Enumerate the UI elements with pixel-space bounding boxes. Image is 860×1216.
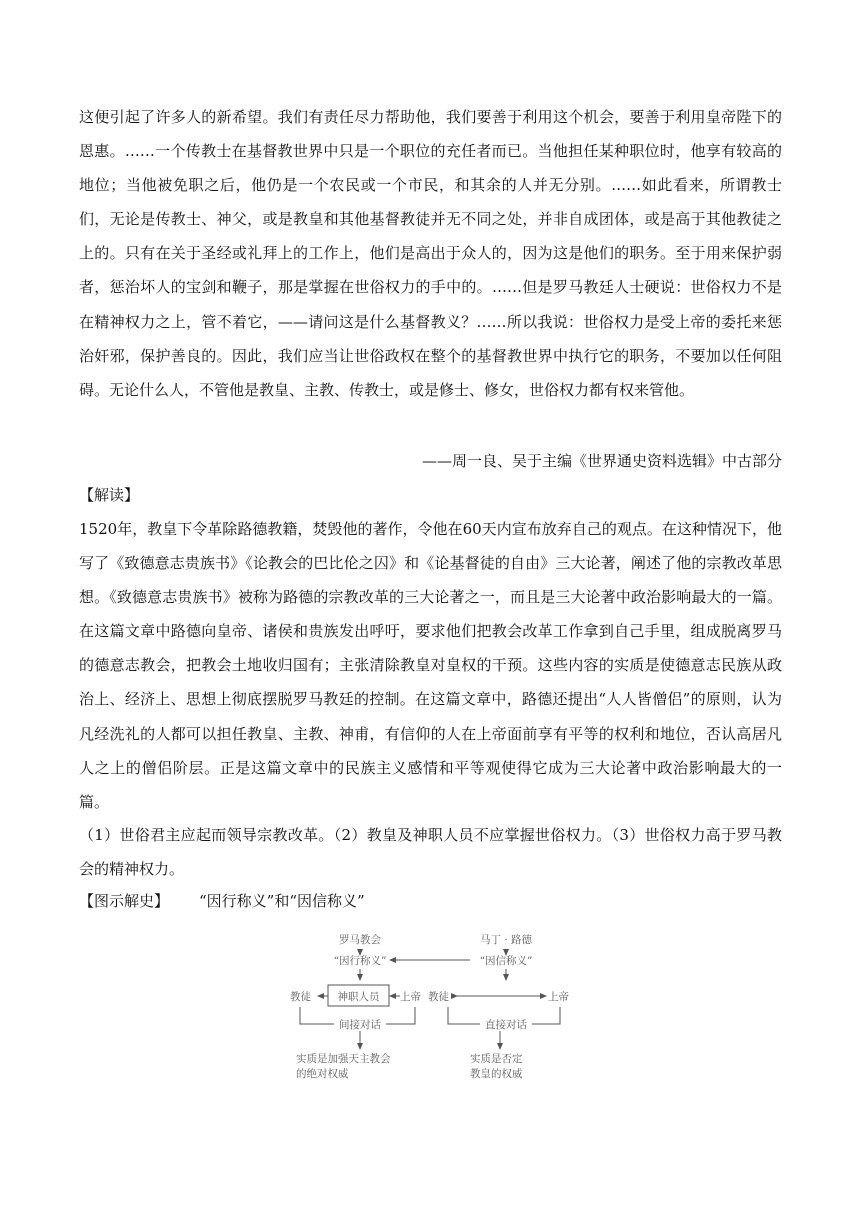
right-conclusion-2: 教皇的权威	[470, 1068, 523, 1080]
quote-paragraph: 这便引起了许多人的新希望。我们有责任尽力帮助他，我们要善于利用这个机会，要善于利用皇帝陛下的恩惠。……一个传教士在基督教世界中只是一个职位的充任者而已。当他担任某种职位时，他享有较高的地位；当他被免职之后，他仍是一个农民或一个市民，和其余的人并无分别。……如此看来，所谓教士们，无论是传教士、神父，或是教皇和其他基督教徒并无不同之处，并非自成团体，或是高于其他教徒之上的。只有在关于圣经或礼拜上的工作上，他们是高出于众人的，因为这是他们的职务。至于用来保护弱者，惩治坏人的宝剑和鞭子，那是掌握在世俗权力的手中的。……但是罗马教廷人士硬说：世俗权力不是在精神权力之上，管不着它，——请问这是什么基督教义？……所以我说：世俗权力是受上帝的委托来惩治奸邪，保护善良的。因此，我们应当让世俗政权在整个的基督教世界中执行它的职务，不要加以任何阻碍。无论什么人，不管他是教皇、主教、传教士，或是修士、修女，世俗权力都有权来管他。	[79, 108, 782, 399]
left-conclusion-1: 实质是加强天主教会	[296, 1053, 391, 1065]
right-believer: 教徒	[428, 991, 449, 1003]
right-dialogue: 直接对话	[485, 1019, 527, 1031]
diagram-svg	[278, 927, 590, 1087]
jiedu-points: （1）世俗君主应起而领导宗教改革。（2）教皇及神职人员不应掌握世俗权力。（3）世俗权力高于罗马教会的精神权力。	[79, 826, 782, 879]
left-clergy: 神职人员	[337, 991, 380, 1003]
justification-diagram	[278, 927, 590, 1087]
left-title: 罗马教会	[339, 934, 381, 946]
right-conclusion-1: 实质是否定	[470, 1053, 523, 1065]
left-believer: 教徒	[290, 991, 311, 1003]
left-god: 上帝	[400, 991, 421, 1003]
left-doctrine: “因行称义”	[333, 955, 387, 967]
right-doctrine: “因信称义”	[479, 955, 533, 967]
left-conclusion-2: 的绝对权威	[296, 1068, 349, 1080]
tushi-caption: “因行称义”和“因信称义”	[199, 892, 365, 910]
left-dialogue: 间接对话	[339, 1019, 381, 1031]
right-title: 马丁 · 路德	[479, 934, 533, 946]
right-god: 上帝	[548, 991, 569, 1003]
jiedu-heading: 【解读】	[79, 486, 140, 504]
jiedu-paragraph: 1520年，教皇下令革除路德教籍，焚毁他的著作，令他在60天内宣布放弃自己的观点。在这种情况下，他写了《致德意志贵族书》《论教会的巴比伦之囚》和《论基督徒的自由》三大论著，阐述了他的宗教改革思想。《致德意志贵族书》被称为路德的宗教改革的三大论著之一，而且是三大论著中政治影响最大的一篇。在这篇文章中路德向皇帝、诸侯和贵族发出呼吁，要求他们把教会改革工作拿到自己手里，组成脱离罗马的德意志教会，把教会土地收归国有；主张清除教皇对皇权的干预。这些内容的实质是使德意志民族从政治上、经济上、思想上彻底摆脱罗马教廷的控制。在这篇文章中，路德还提出“人人皆僧侣”的原则，认为凡经洗礼的人都可以担任教皇、主教、神甫，有信仰的人在上帝面前享有平等的权利和地位，否认高居凡人之上的僧侣阶层。正是这篇文章中的民族主义感情和平等观使得它成为三大论著中政治影响最大的一篇。	[79, 520, 782, 811]
tushi-heading: 【图示解史】	[79, 892, 170, 910]
tushi-heading-line	[79, 884, 365, 918]
quote-source: ——周一良、吴于主编《世界通史资料选辑》中古部分	[421, 452, 782, 470]
